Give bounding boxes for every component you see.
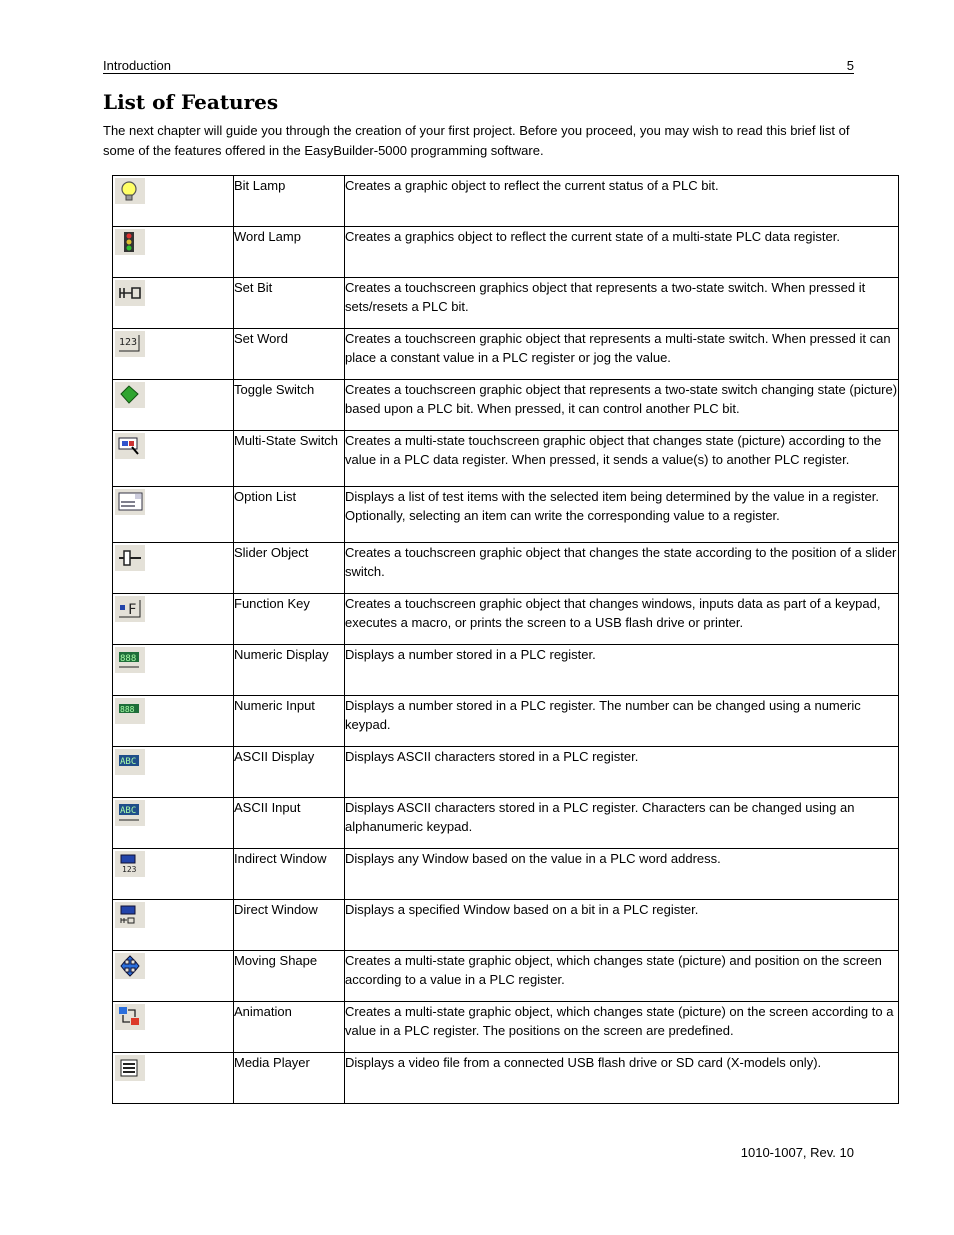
feature-name: Function Key	[234, 594, 345, 645]
table-row	[113, 900, 899, 951]
feature-name: Option List	[234, 487, 345, 543]
feature-description: Creates a touchscreen graphics object that represents a two-state switch. When pressed it sets/resets a PLC bit.	[345, 278, 899, 329]
table-row	[113, 543, 899, 594]
table-row	[113, 227, 899, 278]
feature-description: Displays any Window based on the value in a PLC word address.	[345, 849, 899, 900]
feature-description: Creates a touchscreen graphic object that changes windows, inputs data as part of a keypad, executes a macro, or prints the screen to a USB flash drive or printer.	[345, 594, 899, 645]
svg-text:ABC: ABC	[120, 757, 137, 767]
feature-description: Displays a number stored in a PLC register.	[345, 645, 899, 696]
feature-description: Creates a touchscreen graphic object that changes the state according to the position of a slider switch.	[345, 543, 899, 594]
table-row	[113, 849, 899, 900]
feature-name: ASCII Display	[234, 747, 345, 798]
animation-icon	[115, 1004, 145, 1030]
table-row	[113, 1053, 899, 1104]
feature-description: Creates a multi-state touchscreen graphic object that changes state (picture) according to the value in a PLC data register. When pressed, it sends a value(s) to another PLC register.	[345, 431, 899, 487]
header-page-number: 5	[846, 58, 854, 73]
table-row	[113, 431, 899, 487]
feature-name: Media Player	[234, 1053, 345, 1104]
feature-description: Displays ASCII characters stored in a PLC register.	[345, 747, 899, 798]
feature-description: Displays a number stored in a PLC register. The number can be changed using a numeric keypad.	[345, 696, 899, 747]
numeric-input-icon	[115, 698, 145, 724]
numeric-display-icon	[115, 647, 145, 673]
feature-name: Slider Object	[234, 543, 345, 594]
table-row	[113, 329, 899, 380]
option-list-icon	[115, 489, 145, 515]
media-player-icon	[115, 1055, 145, 1081]
ascii-input-icon	[115, 800, 145, 826]
feature-name: Direct Window	[234, 900, 345, 951]
moving-shape-icon	[115, 953, 145, 979]
ascii-display-icon	[115, 749, 145, 775]
intro-paragraph: The next chapter will guide you through the creation of your first project. Before you proceed, you may wish to read this brief list of some of the features offered in the EasyBuilder-5000 programming software.	[103, 123, 850, 158]
table-row	[113, 1002, 899, 1053]
table-row	[113, 951, 899, 1002]
svg-text:F: F	[128, 602, 137, 618]
feature-name: Bit Lamp	[234, 176, 345, 227]
feature-description: Creates a multi-state graphic object, which changes state (picture) on the screen according to a value in a PLC register. The positions on the screen are predefined.	[345, 1002, 899, 1053]
feature-name: Multi-State Switch	[234, 431, 345, 487]
bulb-icon	[115, 178, 145, 204]
table-row	[113, 645, 899, 696]
feature-name: Numeric Display	[234, 645, 345, 696]
feature-description: Creates a touchscreen graphic object that represents a two-state switch changing state (picture) based upon a PLC bit. When pressed, it can control another PLC bit.	[345, 380, 899, 431]
feature-name: Set Word	[234, 329, 345, 380]
feature-name: Set Bit	[234, 278, 345, 329]
multi-state-switch-icon	[115, 433, 145, 459]
feature-name: Numeric Input	[234, 696, 345, 747]
table-row	[113, 594, 899, 645]
header-section: Introduction	[103, 58, 171, 73]
page-header	[103, 57, 854, 74]
table-row	[113, 696, 899, 747]
feature-description: Creates a graphic object to reflect the current status of a PLC bit.	[345, 176, 899, 227]
table-row	[113, 380, 899, 431]
direct-window-icon	[115, 902, 145, 928]
svg-text:888: 888	[120, 705, 135, 714]
feature-description: Creates a multi-state graphic object, which changes state (picture) and position on the screen according to a value in a PLC register.	[345, 951, 899, 1002]
table-row	[113, 487, 899, 543]
feature-name: Indirect Window	[234, 849, 345, 900]
features-table	[112, 175, 899, 1104]
table-row	[113, 278, 899, 329]
table-row	[113, 798, 899, 849]
svg-text:888: 888	[120, 654, 137, 664]
feature-name: ASCII Input	[234, 798, 345, 849]
feature-name: Toggle Switch	[234, 380, 345, 431]
footer-doc-number: 1010-1007, Rev. 10	[740, 1145, 854, 1160]
feature-description: Creates a touchscreen graphic object that represents a multi-state switch. When pressed it can place a constant value in a PLC register or jog the value.	[345, 329, 899, 380]
table-row	[113, 747, 899, 798]
feature-name: Moving Shape	[234, 951, 345, 1002]
svg-text:123: 123	[122, 865, 137, 874]
feature-description: Displays a video file from a connected USB flash drive or SD card (X-models only).	[345, 1053, 899, 1104]
indirect-window-icon	[115, 851, 145, 877]
table-row	[113, 176, 899, 227]
toggle-switch-icon	[115, 382, 145, 408]
set-word-icon	[115, 331, 145, 357]
set-bit-icon	[115, 280, 145, 306]
function-key-icon	[115, 596, 145, 622]
feature-description: Displays a list of test items with the selected item being determined by the value in a register. Optionally, selecting an item can write the corresponding value to a register.	[345, 487, 899, 543]
feature-description: Creates a graphics object to reflect the current state of a multi-state PLC data register.	[345, 227, 899, 278]
traffic-light-icon	[115, 229, 145, 255]
feature-name: Animation	[234, 1002, 345, 1053]
feature-description: Displays ASCII characters stored in a PLC register. Characters can be changed using an alphanumeric keypad.	[345, 798, 899, 849]
feature-description: Displays a specified Window based on a bit in a PLC register.	[345, 900, 899, 951]
feature-name: Word Lamp	[234, 227, 345, 278]
slider-icon	[115, 545, 145, 571]
svg-text:ABC: ABC	[120, 806, 137, 816]
svg-text:123: 123	[119, 337, 138, 348]
page-title: List of Features	[103, 90, 279, 114]
